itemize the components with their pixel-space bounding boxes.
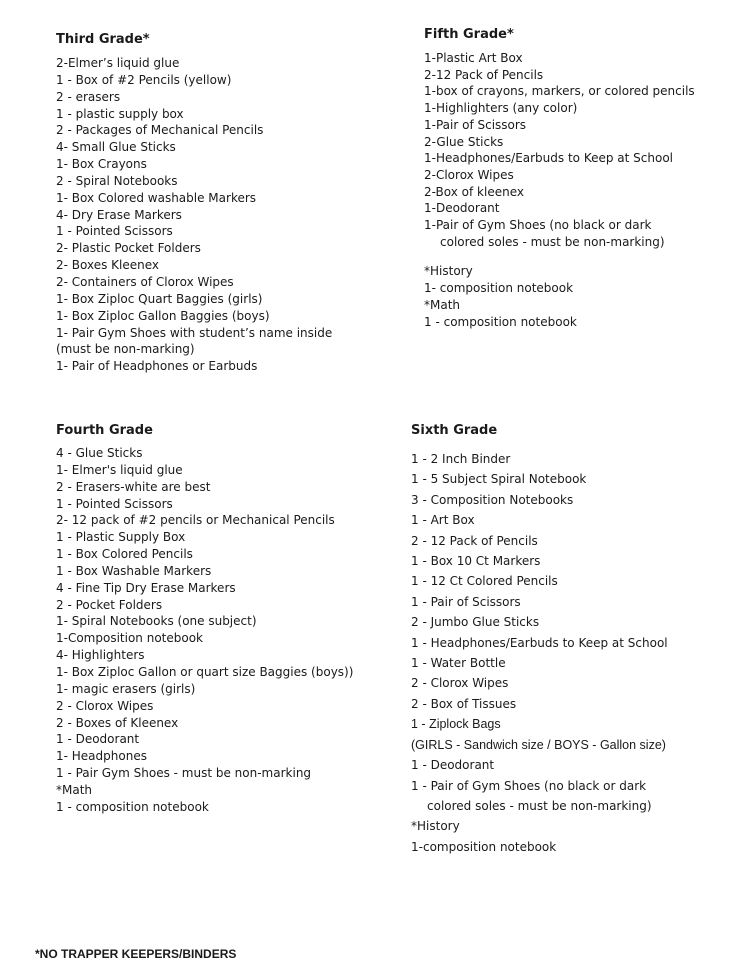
list-item: 2-Elmer’s liquid glue	[56, 56, 180, 70]
list-item: 1 - composition notebook	[424, 314, 577, 329]
math-label: *Math	[424, 297, 461, 312]
sixth-grade-heading: Sixth Grade	[411, 423, 498, 438]
list-item: 1-Pair of Scissors	[424, 117, 527, 132]
list-item: 2-12 Pack of Pencils	[424, 67, 544, 82]
list-item: 4 - Glue Sticks	[56, 446, 143, 460]
list-item: 1- Box Crayons	[56, 157, 147, 172]
list-item: 1 - Box of #2 Pencils (yellow)	[56, 72, 232, 87]
list-item: 1-Highlighters (any color)	[424, 101, 578, 116]
list-item: 2- 12 pack of #2 pencils or Mechanical Pencils	[56, 513, 335, 528]
list-item: 1-box of crayons, markers, or colored pencils	[424, 84, 695, 99]
list-item: 4 - Fine Tip Dry Erase Markers	[56, 580, 236, 595]
list-item: 2 - Clorox Wipes	[411, 676, 509, 691]
list-item: 1 - Pair of Scissors	[411, 594, 521, 609]
list-item: 2- Plastic Pocket Folders	[56, 241, 201, 256]
list-item: 2 - Boxes of Kleenex	[56, 715, 179, 730]
list-item: 1- Box Colored washable Markers	[56, 190, 257, 205]
list-item: 1- Spiral Notebooks (one subject)	[56, 614, 257, 629]
third-grade-heading: Third Grade*	[56, 32, 150, 47]
fourth-grade-section	[56, 423, 353, 816]
list-item: 1 - Deodorant	[56, 732, 140, 747]
fifth-grade-heading: Fifth Grade*	[424, 27, 514, 42]
list-item: 2-Glue Sticks	[424, 134, 504, 149]
list-item: 1- Headphones	[56, 749, 147, 764]
fifth-grade-section	[424, 27, 695, 330]
list-item: 1 - Plastic Supply Box	[56, 530, 186, 545]
list-item: 2-Clorox Wipes	[424, 167, 514, 182]
list-item: 2- Boxes Kleenex	[56, 258, 160, 273]
list-item: 1 - Ziplock Bags	[411, 717, 501, 732]
list-item: 1-Pair of Gym Shoes (no black or dark	[424, 218, 652, 233]
list-item: 1-Deodorant	[424, 201, 500, 216]
list-item: 4- Dry Erase Markers	[56, 207, 182, 222]
list-item: 1-Plastic Art Box	[424, 51, 523, 65]
list-item: 1 - Art Box	[411, 513, 475, 528]
list-item: 1- magic erasers (girls)	[56, 681, 196, 696]
list-item: 1- Box Ziploc Gallon or quart size Baggies (boys))	[56, 664, 354, 679]
list-item: 4- Small Glue Sticks	[56, 140, 176, 155]
list-item: 1 - Pointed Scissors	[56, 496, 173, 511]
list-item: 1-Composition notebook	[56, 631, 204, 646]
list-item: 1 - 5 Subject Spiral Notebook	[411, 472, 587, 487]
list-item: 1 - Headphones/Earbuds to Keep at School	[411, 635, 668, 650]
list-item: 1 - Box Washable Markers	[56, 563, 212, 578]
list-item: 1 - composition notebook	[56, 799, 209, 814]
list-item: 2 - Clorox Wipes	[56, 698, 154, 713]
list-item: 2 - Box of Tissues	[411, 696, 517, 711]
list-item: 1 - plastic supply box	[56, 106, 184, 121]
list-item: (GIRLS - Sandwich size / BOYS - Gallon size)	[411, 737, 666, 752]
fourth-grade-heading: Fourth Grade	[56, 423, 153, 438]
math-label: *Math	[56, 782, 93, 797]
list-item: 1 - Pointed Scissors	[56, 224, 173, 239]
list-item: 1- Pair Gym Shoes with student’s name inside	[56, 325, 333, 340]
list-item: 1 - Box 10 Ct Markers	[411, 554, 541, 569]
list-item: 2 - Pocket Folders	[56, 597, 163, 612]
third-grade-list	[56, 55, 332, 375]
list-item: 1- Box Ziploc Gallon Baggies (boys)	[56, 308, 270, 323]
list-item: 1 - Pair of Gym Shoes (no black or dark	[411, 778, 647, 793]
sixth-grade-list	[411, 449, 668, 857]
list-item: 2 - Spiral Notebooks	[56, 173, 178, 188]
list-item: 1- composition notebook	[424, 281, 574, 296]
list-item: (must be non-marking)	[56, 342, 195, 357]
list-item: colored soles - must be non-marking)	[440, 234, 665, 249]
list-item: 1 - 2 Inch Binder	[411, 452, 511, 466]
list-item: 1 - Water Bottle	[411, 656, 506, 671]
fourth-grade-list	[56, 445, 353, 816]
list-item: 2 - Packages of Mechanical Pencils	[56, 123, 264, 138]
history-label: *History	[411, 819, 460, 834]
list-item: 2 - erasers	[56, 89, 121, 104]
list-item: colored soles - must be non-marking)	[427, 798, 652, 813]
list-item: 3 - Composition Notebooks	[411, 492, 574, 507]
list-item: 1 - 12 Ct Colored Pencils	[411, 574, 558, 589]
list-item: 2- Containers of Clorox Wipes	[56, 274, 234, 289]
fifth-grade-list	[424, 50, 695, 330]
list-item: 1- Box Ziploc Quart Baggies (girls)	[56, 291, 263, 306]
list-item: 1 - Deodorant	[411, 758, 495, 773]
footer-note: *NO TRAPPER KEEPERS/BINDERS	[35, 947, 237, 961]
sixth-grade-section	[411, 423, 668, 857]
history-label: *History	[424, 264, 473, 279]
list-item: 1 - Pair Gym Shoes - must be non-marking	[56, 766, 312, 781]
list-item: 2 - Erasers-white are best	[56, 479, 211, 494]
list-item: 2 - Jumbo Glue Sticks	[411, 615, 540, 630]
list-item: 1- Pair of Headphones or Earbuds	[56, 359, 258, 374]
list-item: 1- Elmer's liquid glue	[56, 462, 183, 477]
list-item: 1-composition notebook	[411, 839, 557, 854]
list-item: 1 - Box Colored Pencils	[56, 547, 193, 562]
list-item: 4- Highlighters	[56, 648, 145, 663]
list-item: 2 - 12 Pack of Pencils	[411, 533, 538, 548]
third-grade-section	[56, 32, 332, 375]
list-item: 2-Box of kleenex	[424, 184, 524, 199]
list-item: 1-Headphones/Earbuds to Keep at School	[424, 151, 674, 166]
